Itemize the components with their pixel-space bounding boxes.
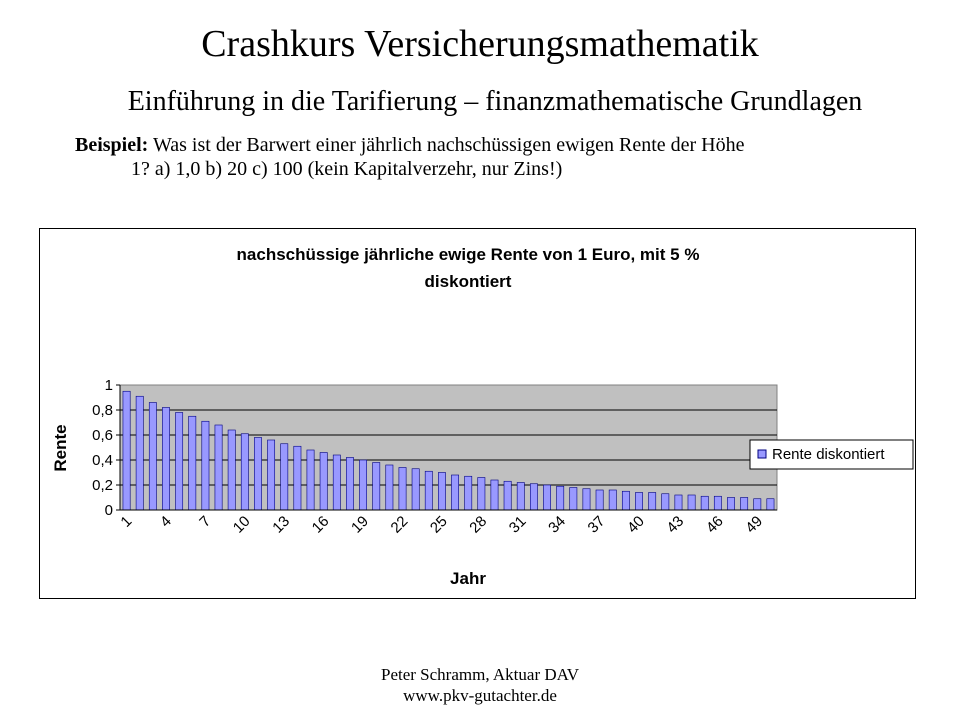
example-line-2: 1? a) 1,0 b) 20 c) 100 (kein Kapitalverzehr, nur Zins!) bbox=[131, 158, 563, 180]
x-tick-label: 7 bbox=[196, 512, 215, 531]
x-tick-label: 43 bbox=[663, 512, 688, 537]
slide-subtitle: Einführung in die Tarifierung – finanzmathematische Grundlagen bbox=[127, 86, 863, 117]
x-tick-label: 4 bbox=[156, 512, 175, 531]
bar bbox=[189, 416, 196, 510]
slide-title: Crashkurs Versicherungsmathematik bbox=[201, 23, 759, 65]
chart-title-line-2: diskontiert bbox=[424, 272, 512, 291]
y-tick-label: 1 bbox=[104, 377, 113, 394]
bar bbox=[754, 499, 761, 510]
bar bbox=[267, 440, 274, 510]
x-tick-label: 22 bbox=[387, 512, 412, 537]
x-tick-label: 25 bbox=[426, 512, 451, 537]
bar bbox=[517, 483, 524, 511]
bar bbox=[373, 463, 380, 511]
bar bbox=[451, 475, 458, 510]
bar bbox=[162, 408, 169, 511]
bar bbox=[386, 465, 393, 510]
x-tick-label: 40 bbox=[624, 512, 648, 537]
y-tick-label: 0 bbox=[104, 502, 113, 519]
bar bbox=[557, 486, 564, 510]
bar bbox=[123, 391, 130, 510]
bar bbox=[465, 476, 472, 510]
example-line-1 bbox=[75, 133, 915, 157]
bar bbox=[609, 490, 616, 510]
bar bbox=[202, 421, 209, 510]
bar bbox=[530, 484, 537, 510]
x-tick-label: 19 bbox=[348, 512, 372, 537]
x-tick-label: 13 bbox=[269, 512, 294, 537]
chart-container bbox=[39, 228, 916, 599]
bar bbox=[149, 403, 156, 511]
y-tick-label: 0,4 bbox=[92, 452, 113, 469]
bar bbox=[478, 478, 485, 511]
x-tick-label: 49 bbox=[742, 512, 767, 537]
bar bbox=[294, 446, 301, 510]
x-tick-label: 1 bbox=[117, 512, 136, 531]
bar bbox=[570, 488, 577, 511]
x-tick-label: 37 bbox=[584, 512, 609, 537]
bar bbox=[583, 489, 590, 510]
bar bbox=[767, 499, 774, 510]
x-tick-label: 34 bbox=[545, 512, 570, 537]
bar bbox=[307, 450, 314, 510]
bar bbox=[359, 460, 366, 510]
bar bbox=[412, 469, 419, 510]
x-tick-label: 10 bbox=[229, 512, 254, 537]
legend-swatch bbox=[758, 450, 766, 458]
bar bbox=[399, 468, 406, 511]
bar bbox=[622, 491, 629, 510]
bar bbox=[727, 498, 734, 511]
example-label: Beispiel: bbox=[75, 134, 149, 156]
bar bbox=[688, 495, 695, 510]
example-question: Was ist der Barwert einer jährlich nachschüssigen ewigen Rente der Höhe bbox=[152, 134, 745, 156]
bar bbox=[701, 496, 708, 510]
legend-label: Rente diskontiert bbox=[772, 446, 885, 463]
legend bbox=[750, 440, 913, 469]
bar bbox=[741, 498, 748, 511]
bar bbox=[491, 480, 498, 510]
bar bbox=[635, 493, 642, 511]
bar bbox=[662, 494, 669, 510]
bar bbox=[438, 473, 445, 511]
y-tick-label: 0,8 bbox=[92, 402, 113, 419]
bar bbox=[320, 453, 327, 511]
example-text bbox=[75, 133, 915, 181]
y-tick-label: 0,6 bbox=[92, 427, 113, 444]
y-axis-label: Rente bbox=[51, 424, 70, 472]
x-axis-label: Jahr bbox=[450, 569, 486, 588]
bar bbox=[543, 485, 550, 510]
chart-title-line-1: nachschüssige jährliche ewige Rente von 1 Euro, mit 5 % bbox=[236, 245, 700, 264]
bar bbox=[254, 438, 261, 511]
footer-url: www.pkv-gutachter.de bbox=[403, 686, 557, 705]
footer-author: Peter Schramm, Aktuar DAV bbox=[381, 665, 579, 684]
bar bbox=[228, 430, 235, 510]
bar bbox=[215, 425, 222, 510]
footer bbox=[0, 664, 960, 706]
bar bbox=[649, 493, 656, 511]
bar bbox=[714, 496, 721, 510]
bar bbox=[504, 481, 511, 510]
x-tick-label: 46 bbox=[702, 512, 727, 537]
bar bbox=[675, 495, 682, 510]
bar bbox=[346, 458, 353, 511]
bar bbox=[596, 490, 603, 510]
bar bbox=[281, 444, 288, 510]
bar bbox=[136, 396, 143, 510]
bar bbox=[241, 434, 248, 510]
y-tick-label: 0,2 bbox=[92, 477, 113, 494]
x-tick-label: 31 bbox=[505, 512, 530, 537]
x-tick-label: 28 bbox=[466, 512, 491, 537]
bar bbox=[176, 413, 183, 511]
x-tick-label: 16 bbox=[308, 512, 333, 537]
bar bbox=[425, 471, 432, 510]
bar-chart bbox=[40, 229, 915, 598]
bar bbox=[333, 455, 340, 510]
